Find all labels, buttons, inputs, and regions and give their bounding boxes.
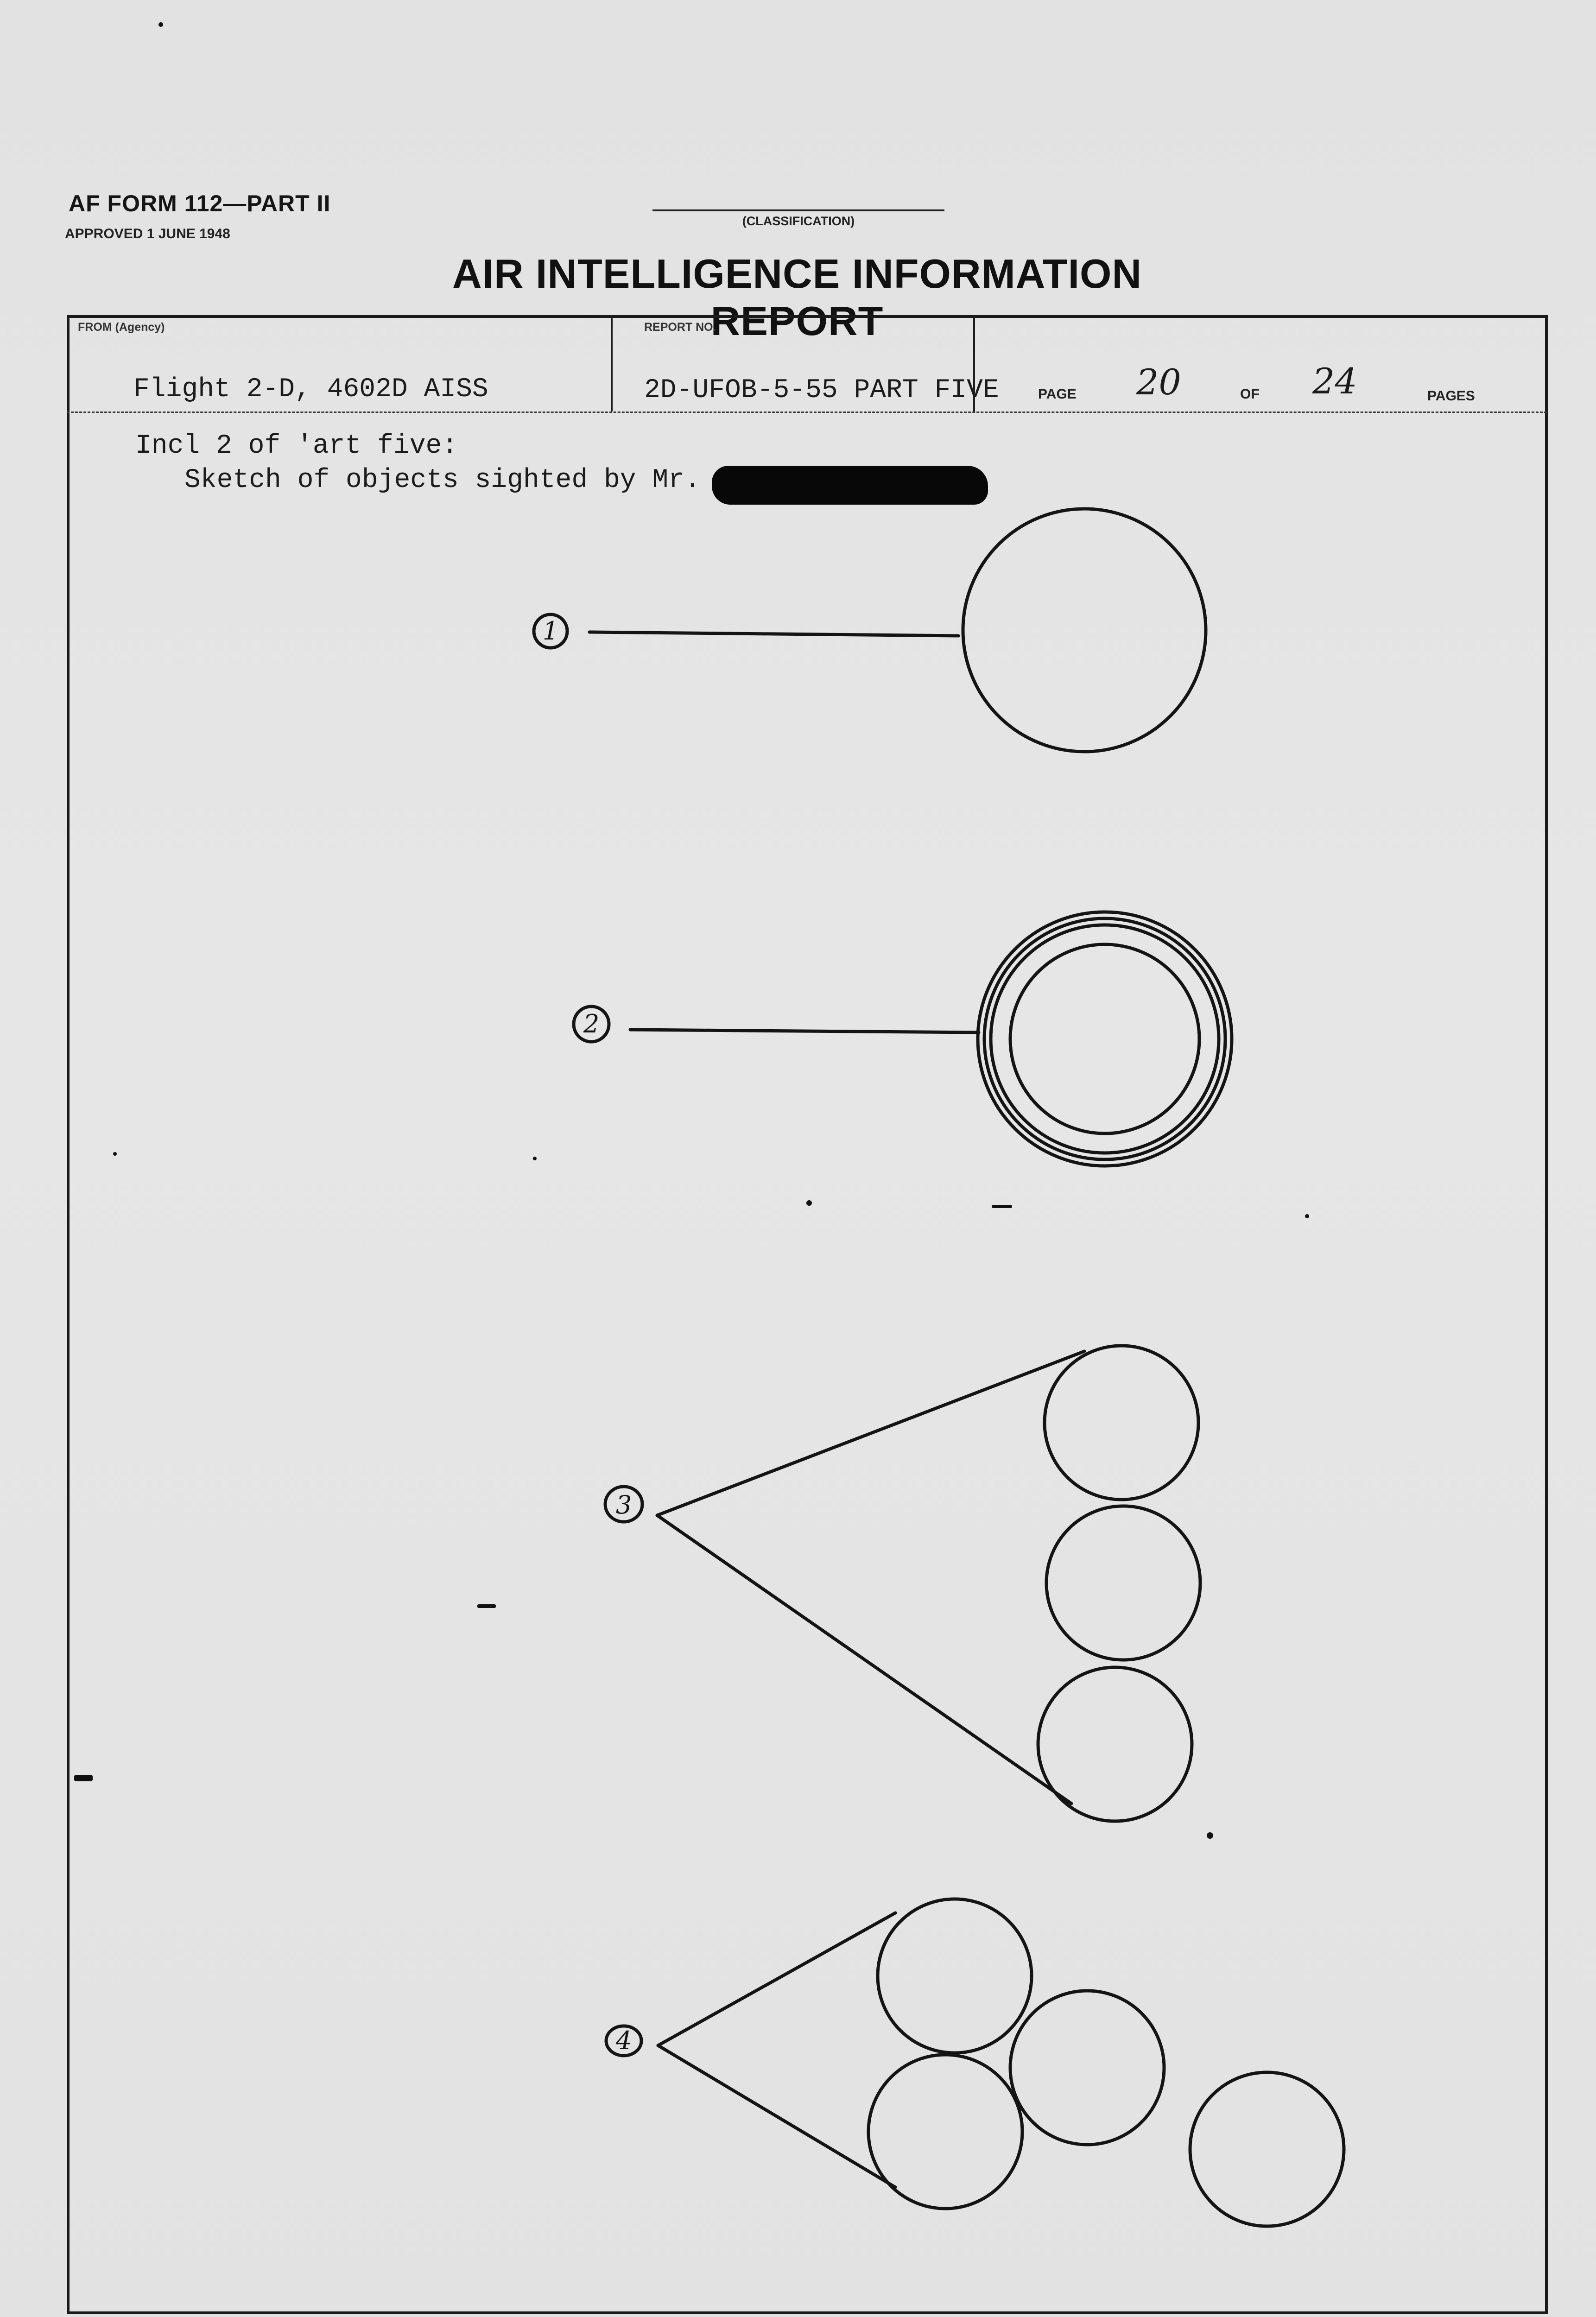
sketch-object-1 — [534, 509, 1206, 752]
sketch-object-4 — [606, 1899, 1344, 2226]
sketch-1-number: 1 — [542, 616, 559, 646]
paper-speck — [533, 1157, 537, 1160]
sketch-2-ring-mid-inner — [991, 925, 1219, 1153]
sketch-caption: Sketch of objects sighted by Mr. — [184, 465, 701, 495]
paper-speck — [113, 1152, 117, 1156]
from-value: Flight 2-D, 4602D AISS — [133, 374, 488, 405]
report-no-label: REPORT NO. — [644, 321, 716, 334]
of-label: OF — [1240, 386, 1260, 402]
sketch-3-circle-middle — [1046, 1506, 1200, 1660]
sketch-3-lower-line — [657, 1515, 1071, 1804]
paper-speck — [1305, 1214, 1309, 1218]
sketch-3-circle-top — [1045, 1346, 1198, 1500]
form-approval-date: APPROVED 1 JUNE 1948 — [65, 226, 230, 241]
sketch-4-circle-right — [1010, 1991, 1164, 2145]
total-pages: 24 — [1312, 361, 1357, 402]
sketch-2-ring-inner — [1010, 944, 1199, 1133]
sketch-4-lower-line — [658, 2045, 895, 2187]
sketch-1-line — [589, 632, 958, 636]
paper-speck — [477, 1604, 496, 1608]
page-number: 20 — [1136, 361, 1181, 403]
sketch-2-ring-outer — [978, 912, 1232, 1166]
form-id: AF FORM 112—PART II — [69, 190, 331, 216]
sketch-2-number: 2 — [583, 1009, 600, 1038]
sketch-4-circle-bottom — [868, 2055, 1022, 2209]
paper-speck — [806, 1200, 812, 1206]
from-label: FROM (Agency) — [78, 321, 165, 334]
sketch-3-upper-line — [657, 1351, 1084, 1515]
sketch-4-upper-line — [658, 1913, 895, 2045]
paper-speck — [992, 1205, 1012, 1208]
sketch-3-circle-bottom — [1038, 1667, 1192, 1821]
paper-speck — [1207, 1832, 1213, 1839]
sketch-4-number: 4 — [615, 2026, 632, 2055]
report-no-value: 2D-UFOB-5-55 PART FIVE — [644, 375, 999, 405]
report-title: AIR INTELLIGENCE INFORMATION REPORT — [452, 251, 1142, 344]
sketch-2-line — [630, 1030, 979, 1032]
page-label: PAGE — [1038, 386, 1077, 402]
sketch-2-ring-mid-outer — [984, 918, 1225, 1159]
paper-speck — [158, 22, 163, 27]
sketch-object-2 — [574, 912, 1232, 1166]
inclosure-line: Incl 2 of 'art five: — [135, 431, 458, 461]
sketch-4-circle-top — [878, 1899, 1032, 2053]
paper-speck — [74, 1775, 93, 1781]
sketch-1-disk — [963, 509, 1206, 752]
sketch-4-circle-separate — [1190, 2072, 1344, 2226]
classification-label: (CLASSIFICATION) — [742, 214, 855, 228]
pages-label: PAGES — [1427, 388, 1475, 404]
sketch-object-3 — [605, 1346, 1200, 1821]
sketch-3-number: 3 — [615, 1490, 632, 1519]
